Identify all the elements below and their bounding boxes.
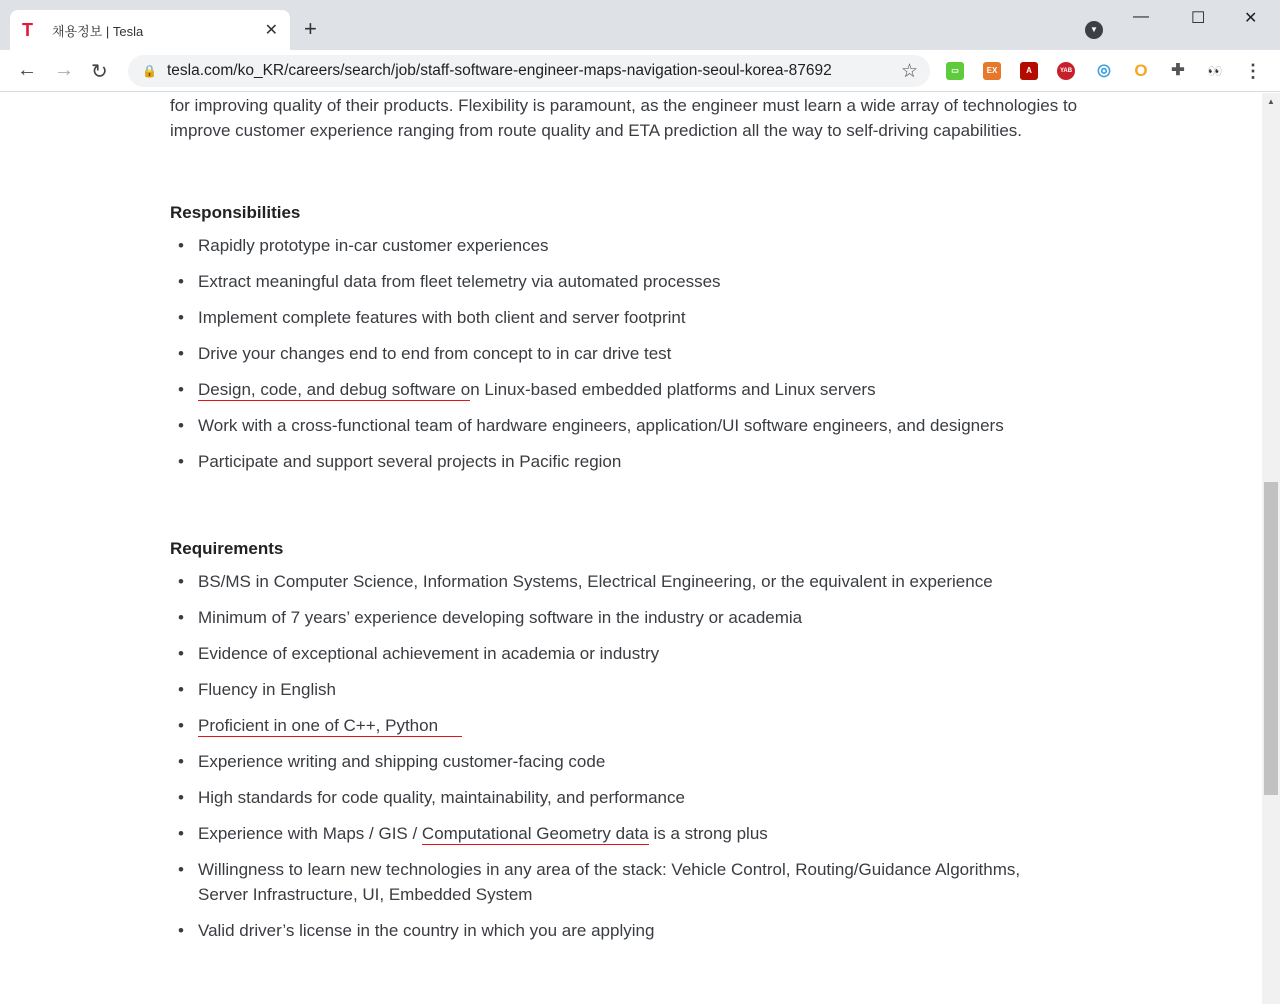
list-item: • Fluency in English xyxy=(170,678,1050,703)
list-item: • Minimum of 7 years’ experience developing software in the industry or academia xyxy=(170,606,1050,631)
list-item: • Experience with Maps / GIS / Computational Geometry data is a strong plus xyxy=(170,822,1050,847)
page-content xyxy=(0,93,1262,1004)
back-icon[interactable]: ← xyxy=(17,59,37,81)
list-item: • Valid driver’s license in the country in which you are applying xyxy=(170,919,1050,944)
tab-bar xyxy=(0,0,1280,50)
scrollbar[interactable] xyxy=(1262,93,1280,1004)
green-extension-icon[interactable]: ▭ xyxy=(946,62,964,80)
list-item: • Experience writing and shipping customer-facing code xyxy=(170,750,1050,775)
tab-title: 채용정보 | Tesla xyxy=(52,23,144,39)
requirements-list xyxy=(170,570,1050,955)
colorful-extension-icon[interactable]: ◎ xyxy=(1095,62,1113,80)
close-tab-icon[interactable]: ✕ xyxy=(264,22,278,39)
list-item: • High standards for code quality, maintainability, and performance xyxy=(170,786,1050,811)
menu-icon[interactable]: ⋮ xyxy=(1244,61,1262,81)
list-item: • Evidence of exceptional achievement in academia or industry xyxy=(170,642,1050,667)
scrollbar-thumb[interactable] xyxy=(1264,482,1278,795)
list-item: • Work with a cross-functional team of hardware engineers, application/UI software engineers, and designers xyxy=(170,414,1050,439)
underlined-text: Proficient in one of C++, Python xyxy=(198,716,462,737)
list-item: • BS/MS in Computer Science, Information Systems, Electrical Engineering, or the equivalent in experience xyxy=(170,570,1050,595)
maximize-icon[interactable]: ☐ xyxy=(1191,10,1206,27)
responsibilities-heading: Responsibilities xyxy=(170,203,301,222)
list-item: • Rapidly prototype in-car customer experiences xyxy=(170,234,1050,259)
minimize-icon[interactable]: — xyxy=(1133,8,1149,25)
underlined-text: Design, code, and debug software o xyxy=(198,380,471,399)
list-item: • Extract meaningful data from fleet telemetry via automated processes xyxy=(170,270,1050,295)
media-control-icon[interactable]: ▼ xyxy=(1085,21,1103,39)
forward-icon[interactable]: → xyxy=(54,59,74,81)
address-bar[interactable] xyxy=(128,55,930,87)
ex-extension-icon[interactable]: EX xyxy=(983,62,1001,80)
list-item: • Implement complete features with both client and server footprint xyxy=(170,306,1050,331)
new-tab-icon[interactable]: + xyxy=(304,16,317,41)
toolbar xyxy=(0,50,1280,92)
extensions-puzzle-icon[interactable]: ✚ xyxy=(1171,62,1185,79)
tesla-favicon-icon: T xyxy=(22,19,33,40)
acrobat-extension-icon[interactable]: A xyxy=(1020,62,1038,80)
list-item: • Design, code, and debug software on Linux-based embedded platforms and Linux servers xyxy=(170,378,1050,403)
underlined-text: Computational Geometry data xyxy=(421,824,649,843)
yab-extension-icon[interactable]: YAB xyxy=(1057,62,1075,80)
list-item xyxy=(170,714,1050,739)
url-text[interactable]: tesla.com/ko_KR/careers/search/job/staff-software-engineer-maps-navigation-seoul-korea-87692 xyxy=(166,62,832,79)
responsibilities-list xyxy=(170,234,1050,486)
intro-paragraph: for improving quality of their products. Flexibility is paramount, as the engineer must learn a wide array of technologies to improve customer experience ranging from route quality and ETA prediction all the way to self-driving capabilities. xyxy=(170,96,1078,140)
scroll-up-icon[interactable]: ▲ xyxy=(1267,97,1275,106)
close-window-icon[interactable]: ✕ xyxy=(1244,10,1258,27)
list-item: • Participate and support several projects in Pacific region xyxy=(170,450,1050,475)
bookmark-star-icon[interactable]: ☆ xyxy=(900,60,918,82)
requirements-heading: Requirements xyxy=(170,539,284,558)
list-item: • Willingness to learn new technologies in any area of the stack: Vehicle Control, Routing/Guidance Algorithms, Server Infrastructure, UI, Embedded System xyxy=(170,858,1050,907)
cat-extension-icon[interactable]: 👀 xyxy=(1207,64,1223,78)
reload-icon[interactable]: ↻ xyxy=(91,61,108,83)
tab-tesla[interactable] xyxy=(10,10,290,50)
list-item: • Drive your changes end to end from concept to in car drive test xyxy=(170,342,1050,367)
lock-icon: 🔒 xyxy=(142,64,157,78)
ring-extension-icon[interactable]: O xyxy=(1132,62,1150,80)
